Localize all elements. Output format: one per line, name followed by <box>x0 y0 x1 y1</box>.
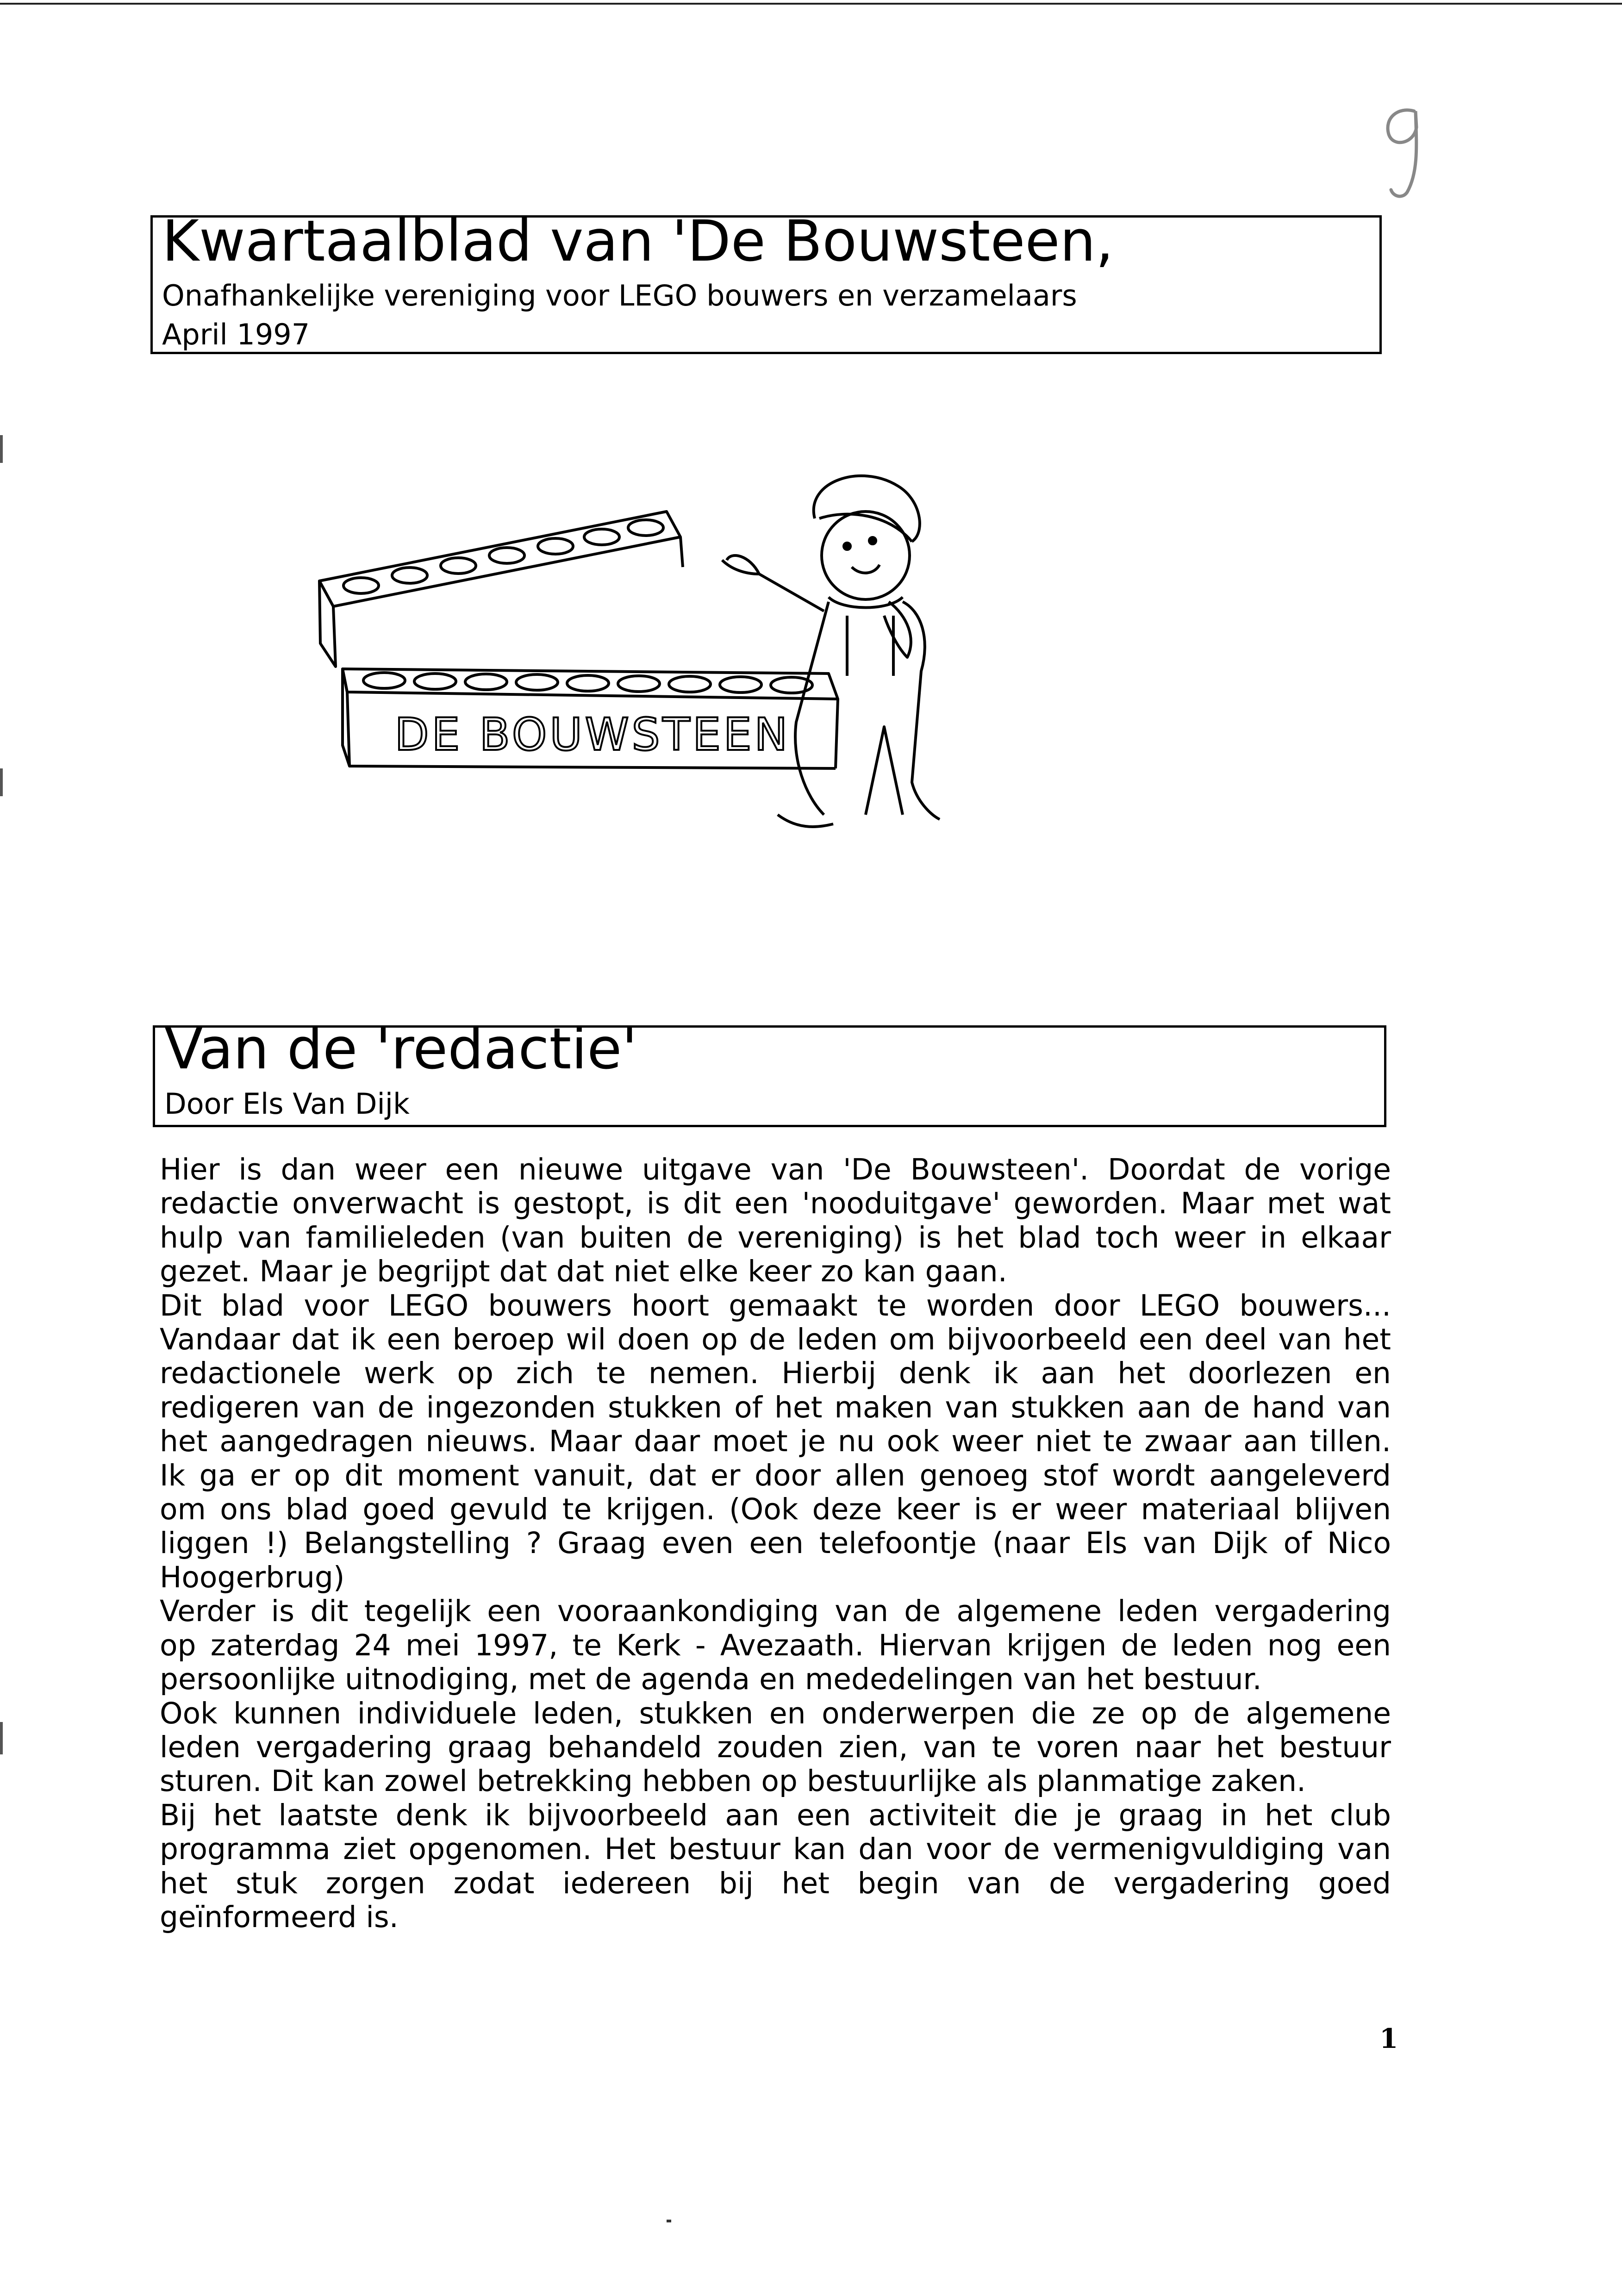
handwritten-page-number <box>1370 93 1440 213</box>
article-line: leden vergadering graag behandeld zouden zien, van te voren naar het bestuur <box>160 1730 1391 1764</box>
brick-studs-top <box>343 520 663 593</box>
scan-speck <box>667 2220 671 2222</box>
article-line: redactie onverwacht is gestopt, is dit een 'nooduitgave' geworden. Maar met wat <box>160 1186 1391 1221</box>
newsletter-date: April 1997 <box>162 318 310 351</box>
article-line: geïnformeerd is. <box>160 1900 399 1934</box>
article-heading-box <box>153 1016 1386 1127</box>
article-line: gezet. Maar je begrijpt dat dat niet elke keer zo kan gaan. <box>160 1254 1007 1289</box>
article-line: Hier is dan weer een nieuwe uitgave van 'De Bouwsteen'. Doordat de vorige <box>160 1153 1391 1186</box>
de-bouwsteen-logo <box>315 463 1037 852</box>
article-line: redactionele werk op zich te nemen. Hierbij denk ik aan het doorlezen en <box>160 1356 1391 1391</box>
article-line: het stuk zorgen zodat iedereen bij het begin van de vergadering goed <box>160 1866 1391 1900</box>
article-line: Dit blad voor LEGO bouwers hoort gemaakt te worden door LEGO bouwers... <box>160 1288 1391 1323</box>
article-line: Bij het laatste denk ik bijvoorbeeld aan een activiteit die je graag in het club <box>160 1798 1391 1832</box>
article-line: redigeren van de ingezonden stukken of het maken van stukken aan de hand van <box>160 1390 1391 1424</box>
article-title: Van de 'redactie' <box>164 1016 637 1082</box>
article-line: Hoogerbrug) <box>160 1560 345 1594</box>
article-line: hulp van familieleden (van buiten de vereniging) is het blad toch weer in elkaar <box>160 1220 1391 1254</box>
article-line: om ons blad goed gevuld te krijgen. (Ook deze keer is er weer materiaal blijven <box>160 1492 1391 1527</box>
article-line: Ik ga er op dit moment vanuit, dat er door allen genoeg stof wordt aangeleverd <box>160 1458 1391 1492</box>
article-line: persoonlijke uitnodiging, met de agenda en mededelingen van het bestuur. <box>160 1662 1262 1697</box>
scan-top-edge <box>0 3 1622 5</box>
mascot-figure-icon <box>722 476 940 827</box>
article-byline: Door Els Van Dijk <box>164 1087 410 1121</box>
article-line: Ook kunnen individuele leden, stukken en onderwerpen die ze op de algemene <box>160 1696 1391 1730</box>
brick-studs-bottom <box>363 673 812 693</box>
scan-margin-mark <box>0 1722 3 1754</box>
scan-margin-mark <box>0 768 3 796</box>
article-line: op zaterdag 24 mei 1997, te Kerk - Avezaath. Hiervan krijgen de leden nog een <box>160 1628 1391 1662</box>
article-line: Verder is dit tegelijk een vooraankondiging van de algemene leden vergadering <box>160 1594 1391 1628</box>
article-line: Vandaar dat ik een beroep wil doen op de leden om bijvoorbeeld een deel van het <box>160 1323 1391 1357</box>
article-line: het aangedragen nieuws. Maar daar moet je nu ook weer niet te zwaar aan tillen. <box>160 1424 1391 1459</box>
logo-text: DE BOUWSTEEN <box>394 709 791 761</box>
article-line: sturen. Dit kan zowel betrekking hebben op bestuurlijke als planmatige zaken. <box>160 1764 1306 1798</box>
page-number: 1 <box>1379 2023 1398 2054</box>
scan-margin-mark <box>0 435 3 463</box>
article-body <box>160 1153 1391 1934</box>
newsletter-title: Kwartaalblad van 'De Bouwsteen, <box>162 208 1114 274</box>
newsletter-subtitle: Onafhankelijke vereniging voor LEGO bouwers en verzamelaars <box>162 279 1077 312</box>
header-box <box>150 208 1382 354</box>
article-line: programma ziet opgenomen. Het bestuur kan dan voor de vermenigvuldiging van <box>160 1832 1391 1866</box>
article-line: liggen !) Belangstelling ? Graag even een telefoontje (naar Els van Dijk of Nico <box>160 1526 1391 1560</box>
